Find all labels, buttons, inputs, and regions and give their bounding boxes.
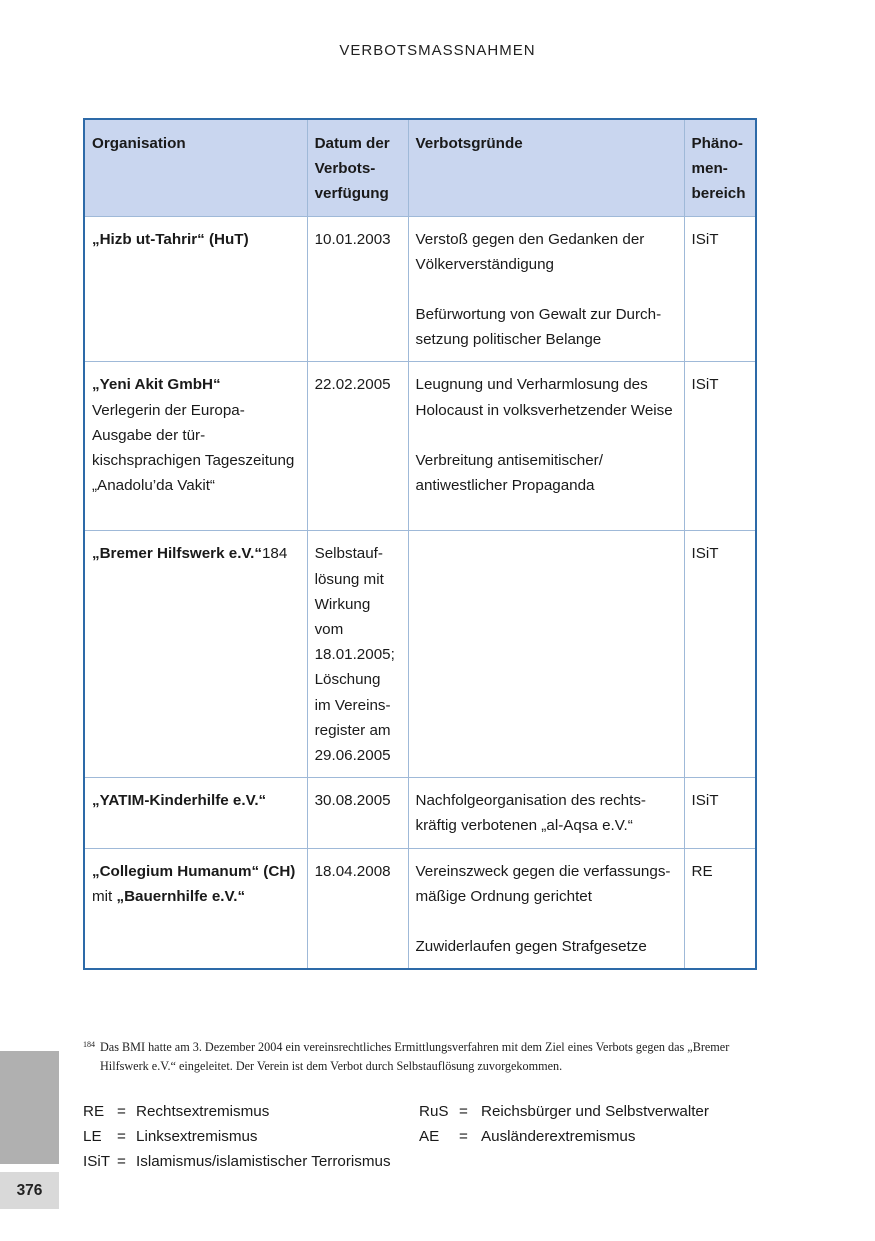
reason-text: Leugnung und Verharmlosung des Holocaust in volksverhetzender Weise <box>415 376 673 419</box>
cell-organisation <box>84 531 307 778</box>
organisation-name: „Collegium Humanum“ (CH) <box>92 862 296 880</box>
legend-equals: = <box>459 1128 468 1145</box>
reason-text: Befürwortung von Gewalt zur Durch-setzung politischer Belange <box>415 306 662 349</box>
header-area: Phäno-men-bereich <box>684 119 756 216</box>
cell-reasons <box>408 362 684 531</box>
cell-reasons <box>408 216 684 362</box>
legend-equals: = <box>117 1103 126 1120</box>
legend-item <box>419 1099 709 1124</box>
cell-date: 30.08.2005 <box>307 778 408 848</box>
legend-abbr: ISiT <box>83 1153 111 1170</box>
legend-abbr: AE <box>419 1128 440 1145</box>
footnote-reference: 184 <box>261 545 288 563</box>
header-reasons: Verbotsgründe <box>408 119 684 216</box>
legend-equals: = <box>459 1103 468 1120</box>
side-thumb-tab <box>0 1051 59 1164</box>
cell-date: 22.02.2005 <box>307 362 408 531</box>
cell-date: Selbstauf-lösung mit Wirkung vom 18.01.2005; Löschung im Vereins-register am 29.06.2005 <box>307 531 408 778</box>
legend-item <box>83 1124 258 1149</box>
legend-text: Ausländerextremismus <box>481 1128 636 1145</box>
table-row <box>84 531 756 778</box>
running-head: VERBOTSMASSNAHMEN <box>339 42 536 59</box>
table-row <box>84 216 756 362</box>
organisation-prefix: mit <box>92 887 117 905</box>
legend-abbr: LE <box>83 1128 102 1145</box>
header-organisation: Organisation <box>84 119 307 216</box>
cell-organisation <box>84 778 307 848</box>
legend-abbr: RuS <box>419 1103 449 1120</box>
organisation-name-secondary: „Bauernhilfe e.V.“ <box>116 887 246 905</box>
legend-text: Islamismus/islamistischer Terrorismus <box>136 1153 391 1170</box>
reason-text: Zuwiderlaufen gegen Strafgesetze <box>415 938 647 956</box>
cell-reasons <box>408 848 684 969</box>
legend-item <box>83 1149 391 1174</box>
reason-text: Verbreitung antisemitischer/ antiwestlicher Propaganda <box>415 451 603 495</box>
footnote-text: Das BMI hatte am 3. Dezember 2004 ein vereinsrechtliches Ermittlungsverfahren mit dem Ziel eines Verbots gegen das „Bremer Hilfswerk e.V.“ eingeleitet. Der Verein ist dem Verbot durch Selbstauflösung zuvorgekommen. <box>100 1040 730 1073</box>
reason-text: Vereinszweck gegen die verfassungs-mäßige Ordnung gerichtet <box>415 862 671 905</box>
cell-area: ISiT <box>684 778 756 848</box>
organisation-description: Verlegerin der Europa-Ausgabe der tür-kischsprachigen Tageszeitung „Anadolu’da Vakit“ <box>92 401 295 495</box>
cell-date: 18.04.2008 <box>307 848 408 969</box>
cell-area: ISiT <box>684 362 756 531</box>
cell-organisation <box>84 362 307 531</box>
legend-equals: = <box>117 1128 126 1145</box>
organisation-name: „Yeni Akit GmbH“ <box>92 376 221 394</box>
cell-area: ISiT <box>684 531 756 778</box>
table-header-row <box>84 119 756 216</box>
organisation-name: „YATIM-Kinderhilfe e.V.“ <box>92 792 267 810</box>
cell-reasons <box>408 778 684 848</box>
table-row <box>84 362 756 531</box>
cell-date: 10.01.2003 <box>307 216 408 362</box>
legend-text: Linksextremismus <box>136 1128 258 1145</box>
page-number: 376 <box>0 1172 59 1209</box>
reason-text: Nachfolgeorganisation des rechts-kräftig verbotenen „al-Aqsa e.V.“ <box>415 792 646 835</box>
cell-area: RE <box>684 848 756 969</box>
cell-organisation <box>84 216 307 362</box>
organisation-name: „Hizb ut-Tahrir“ (HuT) <box>92 230 249 248</box>
legend-item <box>419 1124 635 1149</box>
legend-item <box>83 1099 269 1124</box>
cell-reasons <box>408 531 684 778</box>
legend-text: Rechtsextremismus <box>136 1103 270 1120</box>
organisation-name: „Bremer Hilfswerk e.V.“ <box>92 545 262 563</box>
footnote <box>83 1038 763 1076</box>
cell-organisation <box>84 848 307 969</box>
legend-equals: = <box>117 1153 126 1170</box>
table-row <box>84 778 756 848</box>
table-row <box>84 848 756 969</box>
legend-abbr: RE <box>83 1103 105 1120</box>
footnote-number: 184 <box>83 1040 95 1049</box>
ban-table <box>83 118 757 970</box>
cell-area: ISiT <box>684 216 756 362</box>
header-date: Datum der Verbots-verfügung <box>307 119 408 216</box>
legend-text: Reichsbürger und Selbstverwalter <box>481 1103 709 1120</box>
reason-text: Verstoß gegen den Gedanken der Völkerverständigung <box>415 230 645 273</box>
